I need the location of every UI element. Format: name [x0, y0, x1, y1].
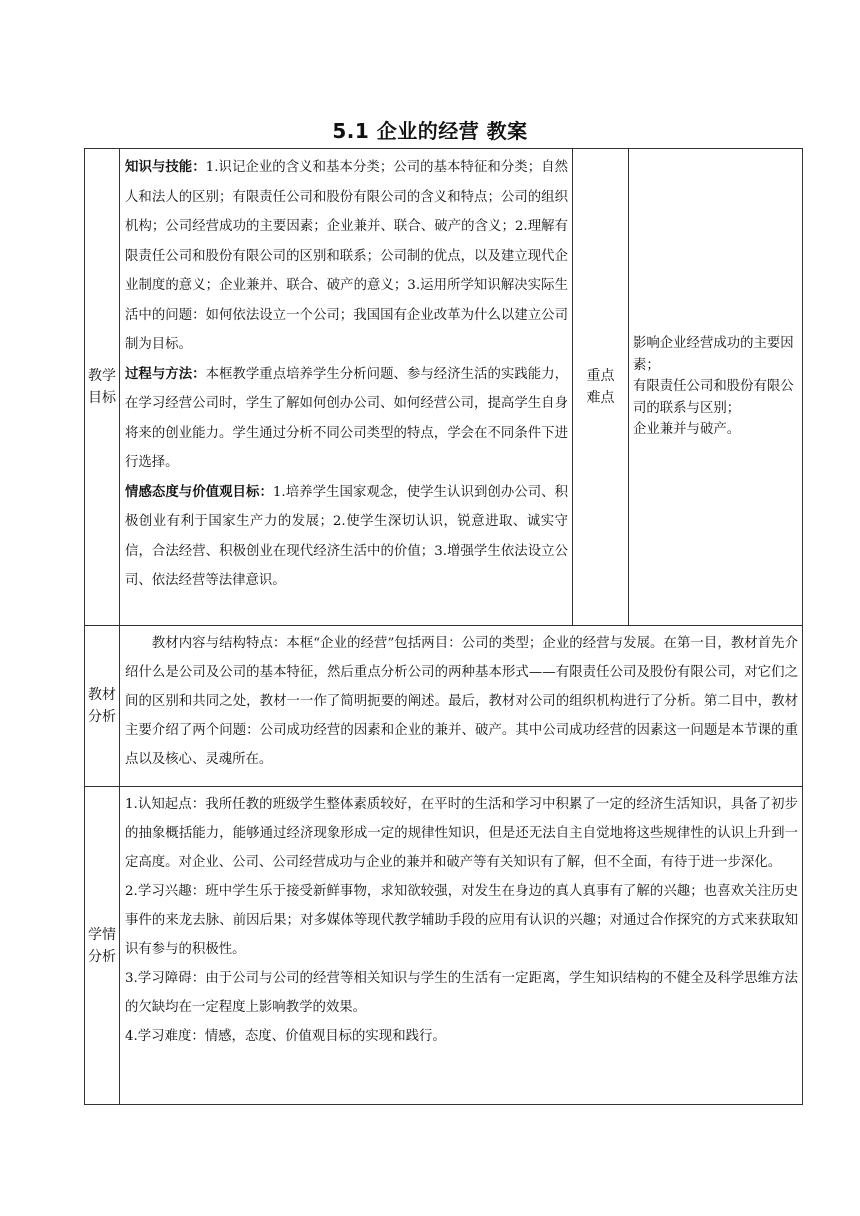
teaching-goals-row: [85, 149, 803, 626]
student-analysis-row: [85, 787, 803, 1105]
page-title: 5.1 企业的经营 教案: [332, 119, 528, 143]
emotion-value-paragraph: 情感态度与价值观目标：1.培养学生国家观念，使学生认识到创办公司、积极创业有利于国家生产力的发展；2.使学生深切认识，锐意进取、诚实守信，合法经营、积极创业在现代经济生活中的价值；3.增强学生依法设立公司、依法经营等法律意识。: [125, 483, 568, 588]
student-analysis-label: 学情 分析: [85, 787, 120, 1105]
process-method-heading: 过程与方法：: [125, 365, 206, 382]
teaching-goals-content: [120, 149, 573, 626]
knowledge-skill-paragraph: 知识与技能：1.识记企业的含义和基本分类；公司的基本特征和分类；自然人和法人的区别；有限责任公司和股份有限公司的含义和特点；公司的组织机构；公司经营成功的主要因素；企业兼并、联合、破产的含义；2.理解有限责任公司和股份有限公司的区别和联系；公司制的优点，以及建立现代企业制度的意义；企业兼并、联合、破产的意义；3.运用所学知识解决实际生活中的问题：如何依法设立一个公司；我国国有企业改革为什么以建立公司制为目标。: [125, 159, 568, 352]
student-analysis-content: [120, 787, 803, 1105]
key-points-content: [629, 149, 803, 626]
key-point-item: 有限责任公司和股份有限公司的联系与区别；: [633, 379, 794, 416]
knowledge-skill-heading: 知识与技能：: [125, 159, 206, 175]
student-analysis-item: 4.学习难度：情感，态度、价值观目标的实现和践行。: [125, 1029, 446, 1044]
key-point-item: 企业兼并与破产。: [633, 422, 741, 438]
student-analysis-item: 2.学习兴趣：班中学生乐于接受新鲜事物，求知欲较强，对发生在身边的真人真事有了解的兴趣；也喜欢关注历史事件的来龙去脉、前因后果；对多媒体等现代教学辅助手段的应用有认识的兴趣；对通过合作探究的方式来获取知识有参与的积极性。: [125, 884, 798, 957]
process-method-paragraph: 过程与方法：本框教学重点培养学生分析问题、参与经济生活的实践能力，在学习经营公司时，学生了解如何创办公司、如何经营公司，提高学生自身将来的创业能力。学生通过分析不同公司类型的特点，学会在不同条件下进行选择。: [125, 365, 569, 470]
key-points-label: 重点 难点: [573, 149, 629, 626]
teaching-goals-label: 教学 目标: [85, 149, 120, 626]
material-analysis-row: [85, 626, 803, 787]
lesson-plan-table: [84, 148, 803, 1105]
emotion-value-heading: 情感态度与价值观目标：: [125, 483, 273, 500]
material-analysis-content: 教材内容与结构特点：本框“企业的经营”包括两目：公司的类型；企业的经营与发展。在第一目，教材首先介绍什么是公司及公司的基本特征，然后重点分析公司的两种基本形式——有限责任公司及股份有限公司，对它们之间的区别和共同之处，教材一一作了简明扼要的阐述。最后，教材对公司的组织机构进行了分析。第二目中，教材主要介绍了两个问题：公司成功经营的因素和企业的兼并、破产。其中公司成功经营的因素这一问题是本节课的重点以及核心、灵魂所在。: [120, 626, 803, 787]
student-analysis-item: 3.学习障碍：由于公司与公司的经营等相关知识与学生的生活有一定距离，学生知识结构的不健全及科学思维方法的欠缺均在一定程度上影响教学的效果。: [125, 971, 798, 1015]
student-analysis-item: 1.认知起点：我所任教的班级学生整体素质较好，在平时的生活和学习中积累了一定的经济生活知识，具备了初步的抽象概括能力，能够通过经济现象形成一定的规律性知识，但是还无法自主自觉地将这些规律性的认识上升到一定高度。对企业、公司、公司经营成功与企业的兼并和破产等有关知识有了解，但不全面，有待于进一步深化。: [125, 797, 798, 870]
material-analysis-label: 教材 分析: [85, 626, 120, 787]
key-point-item: 影响企业经营成功的主要因素；: [633, 336, 794, 373]
